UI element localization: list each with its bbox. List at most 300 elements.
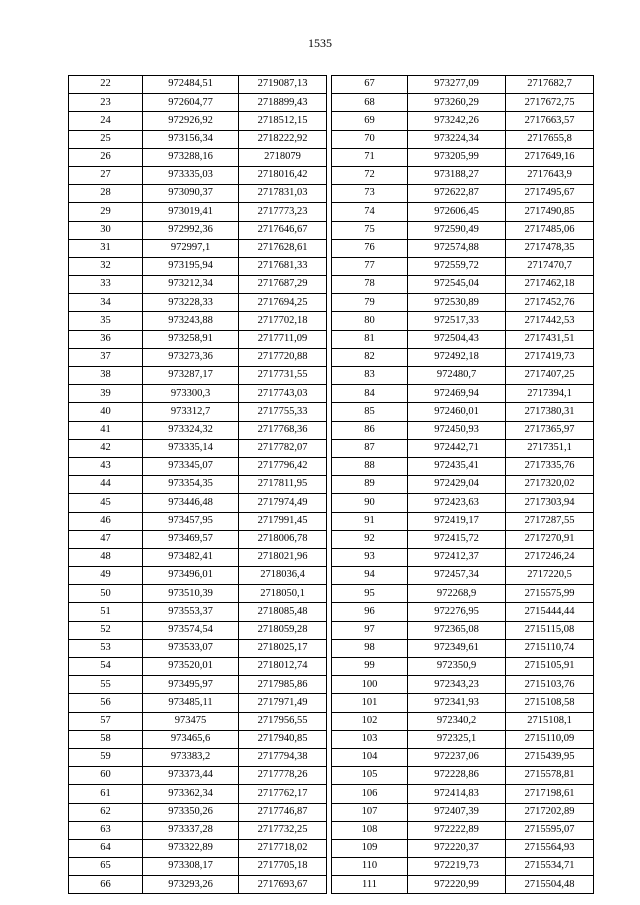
- y-coordinate-cell: 2717335,76: [506, 457, 594, 475]
- point-number-cell: 57: [69, 712, 143, 730]
- table-row: [69, 439, 327, 457]
- table-row: [332, 112, 594, 130]
- table-row: [332, 603, 594, 621]
- table-row: [332, 530, 594, 548]
- y-coordinate-cell: 2719087,13: [239, 76, 327, 94]
- table-row: [332, 476, 594, 494]
- y-coordinate-cell: 2718012,74: [239, 658, 327, 676]
- x-coordinate-cell: 972457,34: [408, 567, 506, 585]
- y-coordinate-cell: 2717773,23: [239, 203, 327, 221]
- point-number-cell: 62: [69, 803, 143, 821]
- y-coordinate-cell: 2717220,5: [506, 567, 594, 585]
- x-coordinate-cell: 973510,39: [143, 585, 239, 603]
- y-coordinate-cell: 2717643,9: [506, 166, 594, 184]
- point-number-cell: 27: [69, 166, 143, 184]
- y-coordinate-cell: 2717394,1: [506, 385, 594, 403]
- point-number-cell: 31: [69, 239, 143, 257]
- x-coordinate-cell: 973533,07: [143, 639, 239, 657]
- table-row: [332, 639, 594, 657]
- point-number-cell: 41: [69, 421, 143, 439]
- table-row: [332, 876, 594, 894]
- table-row: [69, 512, 327, 530]
- y-coordinate-cell: 2717470,7: [506, 257, 594, 275]
- y-coordinate-cell: 2717731,55: [239, 367, 327, 385]
- table-row: [69, 621, 327, 639]
- table-row: [69, 203, 327, 221]
- table-row: [69, 476, 327, 494]
- table-row: [332, 421, 594, 439]
- table-row: [69, 530, 327, 548]
- table-row: [332, 76, 594, 94]
- table-row: [69, 748, 327, 766]
- x-coordinate-cell: 972574,88: [408, 239, 506, 257]
- x-coordinate-cell: 972220,37: [408, 839, 506, 857]
- y-coordinate-cell: 2715444,44: [506, 603, 594, 621]
- y-coordinate-cell: 2717462,18: [506, 276, 594, 294]
- point-number-cell: 90: [332, 494, 408, 512]
- y-coordinate-cell: 2718512,15: [239, 112, 327, 130]
- y-coordinate-cell: 2717351,1: [506, 439, 594, 457]
- y-coordinate-cell: 2717831,03: [239, 185, 327, 203]
- point-number-cell: 82: [332, 348, 408, 366]
- table-row: [69, 76, 327, 94]
- x-coordinate-cell: 973243,88: [143, 312, 239, 330]
- point-number-cell: 35: [69, 312, 143, 330]
- y-coordinate-cell: 2715105,91: [506, 658, 594, 676]
- table-row: [69, 676, 327, 694]
- y-coordinate-cell: 2717971,49: [239, 694, 327, 712]
- y-coordinate-cell: 2717718,02: [239, 839, 327, 857]
- table-row: [69, 767, 327, 785]
- x-coordinate-cell: 973324,32: [143, 421, 239, 439]
- y-coordinate-cell: 2718050,1: [239, 585, 327, 603]
- point-number-cell: 76: [332, 239, 408, 257]
- table-row: [69, 567, 327, 585]
- y-coordinate-cell: 2717202,89: [506, 803, 594, 821]
- y-coordinate-cell: 2717628,61: [239, 239, 327, 257]
- x-coordinate-cell: 972484,51: [143, 76, 239, 94]
- point-number-cell: 111: [332, 876, 408, 894]
- x-coordinate-cell: 972504,43: [408, 330, 506, 348]
- y-coordinate-cell: 2717743,03: [239, 385, 327, 403]
- y-coordinate-cell: 2717646,67: [239, 221, 327, 239]
- point-number-cell: 65: [69, 858, 143, 876]
- x-coordinate-cell: 972435,41: [408, 457, 506, 475]
- x-coordinate-cell: 972419,17: [408, 512, 506, 530]
- table-row: [332, 367, 594, 385]
- point-number-cell: 107: [332, 803, 408, 821]
- y-coordinate-cell: 2715110,74: [506, 639, 594, 657]
- x-coordinate-cell: 973485,11: [143, 694, 239, 712]
- x-coordinate-cell: 972480,7: [408, 367, 506, 385]
- x-coordinate-cell: 973287,17: [143, 367, 239, 385]
- table-row: [69, 221, 327, 239]
- y-coordinate-cell: 2717495,67: [506, 185, 594, 203]
- y-coordinate-cell: 2717768,36: [239, 421, 327, 439]
- x-coordinate-cell: 972469,94: [408, 385, 506, 403]
- x-coordinate-cell: 973188,27: [408, 166, 506, 184]
- table-row: [332, 567, 594, 585]
- x-coordinate-cell: 972237,06: [408, 748, 506, 766]
- point-number-cell: 96: [332, 603, 408, 621]
- x-coordinate-cell: 973242,26: [408, 112, 506, 130]
- y-coordinate-cell: 2718036,4: [239, 567, 327, 585]
- y-coordinate-cell: 2717705,18: [239, 858, 327, 876]
- y-coordinate-cell: 2717720,88: [239, 348, 327, 366]
- table-row: [332, 694, 594, 712]
- table-row: [332, 730, 594, 748]
- table-row: [332, 748, 594, 766]
- point-number-cell: 70: [332, 130, 408, 148]
- x-coordinate-cell: 973574,54: [143, 621, 239, 639]
- y-coordinate-cell: 2717694,25: [239, 294, 327, 312]
- point-number-cell: 56: [69, 694, 143, 712]
- y-coordinate-cell: 2717796,42: [239, 457, 327, 475]
- x-coordinate-cell: 973205,99: [408, 148, 506, 166]
- x-coordinate-cell: 973345,07: [143, 457, 239, 475]
- y-coordinate-cell: 2715439,95: [506, 748, 594, 766]
- table-row: [332, 712, 594, 730]
- y-coordinate-cell: 2717490,85: [506, 203, 594, 221]
- point-number-cell: 73: [332, 185, 408, 203]
- x-coordinate-cell: 972530,89: [408, 294, 506, 312]
- table-row: [69, 185, 327, 203]
- x-coordinate-cell: 973373,44: [143, 767, 239, 785]
- y-coordinate-cell: 2715108,58: [506, 694, 594, 712]
- x-coordinate-cell: 972429,04: [408, 476, 506, 494]
- x-coordinate-cell: 973277,09: [408, 76, 506, 94]
- x-coordinate-cell: 972926,92: [143, 112, 239, 130]
- y-coordinate-cell: 2717693,67: [239, 876, 327, 894]
- point-number-cell: 47: [69, 530, 143, 548]
- coordinates-table-right: [331, 75, 594, 894]
- y-coordinate-cell: 2715595,07: [506, 821, 594, 839]
- table-row: [332, 148, 594, 166]
- table-row: [332, 658, 594, 676]
- y-coordinate-cell: 2717778,26: [239, 767, 327, 785]
- table-row: [69, 603, 327, 621]
- y-coordinate-cell: 2715103,76: [506, 676, 594, 694]
- point-number-cell: 71: [332, 148, 408, 166]
- table-row: [332, 821, 594, 839]
- y-coordinate-cell: 2717655,8: [506, 130, 594, 148]
- table-row: [332, 166, 594, 184]
- point-number-cell: 98: [332, 639, 408, 657]
- point-number-cell: 94: [332, 567, 408, 585]
- point-number-cell: 81: [332, 330, 408, 348]
- point-number-cell: 80: [332, 312, 408, 330]
- x-coordinate-cell: 972228,86: [408, 767, 506, 785]
- y-coordinate-cell: 2717940,85: [239, 730, 327, 748]
- y-coordinate-cell: 2717974,49: [239, 494, 327, 512]
- y-coordinate-cell: 2717485,06: [506, 221, 594, 239]
- point-number-cell: 28: [69, 185, 143, 203]
- table-row: [332, 621, 594, 639]
- point-number-cell: 99: [332, 658, 408, 676]
- point-number-cell: 108: [332, 821, 408, 839]
- point-number-cell: 49: [69, 567, 143, 585]
- table-row: [332, 221, 594, 239]
- x-coordinate-cell: 972606,45: [408, 203, 506, 221]
- table-row: [69, 585, 327, 603]
- x-coordinate-cell: 972492,18: [408, 348, 506, 366]
- table-row: [332, 548, 594, 566]
- y-coordinate-cell: 2717985,86: [239, 676, 327, 694]
- y-coordinate-cell: 2718006,78: [239, 530, 327, 548]
- point-number-cell: 89: [332, 476, 408, 494]
- x-coordinate-cell: 972415,72: [408, 530, 506, 548]
- table-row: [69, 403, 327, 421]
- x-coordinate-cell: 973465,6: [143, 730, 239, 748]
- point-number-cell: 72: [332, 166, 408, 184]
- x-coordinate-cell: 973350,26: [143, 803, 239, 821]
- x-coordinate-cell: 972268,9: [408, 585, 506, 603]
- point-number-cell: 51: [69, 603, 143, 621]
- point-number-cell: 92: [332, 530, 408, 548]
- table-row: [69, 821, 327, 839]
- table-row: [69, 548, 327, 566]
- table-row: [69, 658, 327, 676]
- x-coordinate-cell: 973273,36: [143, 348, 239, 366]
- y-coordinate-cell: 2717956,55: [239, 712, 327, 730]
- table-row: [332, 439, 594, 457]
- table-row: [69, 330, 327, 348]
- table-row: [69, 294, 327, 312]
- x-coordinate-cell: 973019,41: [143, 203, 239, 221]
- x-coordinate-cell: 972219,73: [408, 858, 506, 876]
- table-row: [332, 130, 594, 148]
- x-coordinate-cell: 972423,63: [408, 494, 506, 512]
- x-coordinate-cell: 973337,28: [143, 821, 239, 839]
- point-number-cell: 38: [69, 367, 143, 385]
- point-number-cell: 63: [69, 821, 143, 839]
- y-coordinate-cell: 2718899,43: [239, 94, 327, 112]
- x-coordinate-cell: 972350,9: [408, 658, 506, 676]
- point-number-cell: 93: [332, 548, 408, 566]
- x-coordinate-cell: 972222,89: [408, 821, 506, 839]
- y-coordinate-cell: 2718059,28: [239, 621, 327, 639]
- x-coordinate-cell: 973288,16: [143, 148, 239, 166]
- point-number-cell: 50: [69, 585, 143, 603]
- y-coordinate-cell: 2717755,33: [239, 403, 327, 421]
- y-coordinate-cell: 2717198,61: [506, 785, 594, 803]
- x-coordinate-cell: 972365,08: [408, 621, 506, 639]
- y-coordinate-cell: 2717794,38: [239, 748, 327, 766]
- y-coordinate-cell: 2717407,25: [506, 367, 594, 385]
- x-coordinate-cell: 972992,36: [143, 221, 239, 239]
- x-coordinate-cell: 973495,97: [143, 676, 239, 694]
- table-row: [332, 803, 594, 821]
- table-row: [69, 876, 327, 894]
- table-row: [332, 858, 594, 876]
- y-coordinate-cell: 2717681,33: [239, 257, 327, 275]
- y-coordinate-cell: 2717303,94: [506, 494, 594, 512]
- point-number-cell: 25: [69, 130, 143, 148]
- x-coordinate-cell: 972559,72: [408, 257, 506, 275]
- table-row: [332, 676, 594, 694]
- point-number-cell: 87: [332, 439, 408, 457]
- x-coordinate-cell: 972604,77: [143, 94, 239, 112]
- x-coordinate-cell: 972412,37: [408, 548, 506, 566]
- table-row: [332, 330, 594, 348]
- x-coordinate-cell: 972460,01: [408, 403, 506, 421]
- point-number-cell: 33: [69, 276, 143, 294]
- point-number-cell: 42: [69, 439, 143, 457]
- point-number-cell: 110: [332, 858, 408, 876]
- point-number-cell: 39: [69, 385, 143, 403]
- x-coordinate-cell: 972517,33: [408, 312, 506, 330]
- table-row: [69, 166, 327, 184]
- y-coordinate-cell: 2718079: [239, 148, 327, 166]
- table-row: [332, 457, 594, 475]
- table-row: [69, 312, 327, 330]
- point-number-cell: 68: [332, 94, 408, 112]
- x-coordinate-cell: 972343,23: [408, 676, 506, 694]
- point-number-cell: 58: [69, 730, 143, 748]
- table-row: [69, 367, 327, 385]
- point-number-cell: 84: [332, 385, 408, 403]
- y-coordinate-cell: 2718021,96: [239, 548, 327, 566]
- point-number-cell: 24: [69, 112, 143, 130]
- table-row: [69, 148, 327, 166]
- y-coordinate-cell: 2715108,1: [506, 712, 594, 730]
- y-coordinate-cell: 2717649,16: [506, 148, 594, 166]
- table-row: [69, 348, 327, 366]
- x-coordinate-cell: 973446,48: [143, 494, 239, 512]
- x-coordinate-cell: 973308,17: [143, 858, 239, 876]
- table-row: [69, 130, 327, 148]
- point-number-cell: 103: [332, 730, 408, 748]
- x-coordinate-cell: 973195,94: [143, 257, 239, 275]
- table-row: [332, 403, 594, 421]
- table-row: [332, 312, 594, 330]
- point-number-cell: 22: [69, 76, 143, 94]
- x-coordinate-cell: 972450,93: [408, 421, 506, 439]
- x-coordinate-cell: 972622,87: [408, 185, 506, 203]
- x-coordinate-cell: 973362,34: [143, 785, 239, 803]
- point-number-cell: 86: [332, 421, 408, 439]
- x-coordinate-cell: 973383,2: [143, 748, 239, 766]
- y-coordinate-cell: 2715110,09: [506, 730, 594, 748]
- table-row: [332, 585, 594, 603]
- y-coordinate-cell: 2717431,51: [506, 330, 594, 348]
- point-number-cell: 78: [332, 276, 408, 294]
- y-coordinate-cell: 2718025,17: [239, 639, 327, 657]
- point-number-cell: 69: [332, 112, 408, 130]
- table-row: [69, 839, 327, 857]
- point-number-cell: 102: [332, 712, 408, 730]
- x-coordinate-cell: 973335,03: [143, 166, 239, 184]
- table-row: [332, 239, 594, 257]
- y-coordinate-cell: 2717732,25: [239, 821, 327, 839]
- point-number-cell: 106: [332, 785, 408, 803]
- point-number-cell: 44: [69, 476, 143, 494]
- table-row: [332, 839, 594, 857]
- x-coordinate-cell: 973496,01: [143, 567, 239, 585]
- x-coordinate-cell: 973300,3: [143, 385, 239, 403]
- y-coordinate-cell: 2717365,97: [506, 421, 594, 439]
- y-coordinate-cell: 2717452,76: [506, 294, 594, 312]
- table-row: [69, 712, 327, 730]
- table-row: [332, 294, 594, 312]
- point-number-cell: 66: [69, 876, 143, 894]
- y-coordinate-cell: 2715534,71: [506, 858, 594, 876]
- point-number-cell: 77: [332, 257, 408, 275]
- x-coordinate-cell: 972341,93: [408, 694, 506, 712]
- y-coordinate-cell: 2715578,81: [506, 767, 594, 785]
- point-number-cell: 88: [332, 457, 408, 475]
- point-number-cell: 79: [332, 294, 408, 312]
- y-coordinate-cell: 2717762,17: [239, 785, 327, 803]
- y-coordinate-cell: 2715564,93: [506, 839, 594, 857]
- table-row: [69, 803, 327, 821]
- x-coordinate-cell: 973335,14: [143, 439, 239, 457]
- table-row: [332, 494, 594, 512]
- table-row: [332, 385, 594, 403]
- x-coordinate-cell: 973482,41: [143, 548, 239, 566]
- table-row: [332, 185, 594, 203]
- y-coordinate-cell: 2717687,29: [239, 276, 327, 294]
- y-coordinate-cell: 2718222,92: [239, 130, 327, 148]
- x-coordinate-cell: 973260,29: [408, 94, 506, 112]
- point-number-cell: 43: [69, 457, 143, 475]
- table-row: [332, 257, 594, 275]
- y-coordinate-cell: 2717246,24: [506, 548, 594, 566]
- point-number-cell: 64: [69, 839, 143, 857]
- point-number-cell: 48: [69, 548, 143, 566]
- table-row: [69, 494, 327, 512]
- point-number-cell: 95: [332, 585, 408, 603]
- table-row: [332, 203, 594, 221]
- x-coordinate-cell: 973090,37: [143, 185, 239, 203]
- x-coordinate-cell: 973212,34: [143, 276, 239, 294]
- table-row: [332, 348, 594, 366]
- x-coordinate-cell: 972276,95: [408, 603, 506, 621]
- x-coordinate-cell: 973520,01: [143, 658, 239, 676]
- y-coordinate-cell: 2717702,18: [239, 312, 327, 330]
- point-number-cell: 104: [332, 748, 408, 766]
- x-coordinate-cell: 972545,04: [408, 276, 506, 294]
- y-coordinate-cell: 2718016,42: [239, 166, 327, 184]
- y-coordinate-cell: 2717320,02: [506, 476, 594, 494]
- y-coordinate-cell: 2717672,75: [506, 94, 594, 112]
- table-row: [332, 512, 594, 530]
- x-coordinate-cell: 972997,1: [143, 239, 239, 257]
- x-coordinate-cell: 972407,39: [408, 803, 506, 821]
- table-row: [69, 457, 327, 475]
- point-number-cell: 59: [69, 748, 143, 766]
- y-coordinate-cell: 2717991,45: [239, 512, 327, 530]
- point-number-cell: 61: [69, 785, 143, 803]
- table-row: [69, 694, 327, 712]
- x-coordinate-cell: 973553,37: [143, 603, 239, 621]
- x-coordinate-cell: 973293,26: [143, 876, 239, 894]
- table-row: [69, 639, 327, 657]
- x-coordinate-cell: 973312,7: [143, 403, 239, 421]
- table-row: [69, 421, 327, 439]
- coordinates-table-left: [68, 75, 327, 894]
- point-number-cell: 45: [69, 494, 143, 512]
- table-row: [69, 94, 327, 112]
- point-number-cell: 74: [332, 203, 408, 221]
- point-number-cell: 23: [69, 94, 143, 112]
- point-number-cell: 53: [69, 639, 143, 657]
- point-number-cell: 67: [332, 76, 408, 94]
- x-coordinate-cell: 973457,95: [143, 512, 239, 530]
- point-number-cell: 91: [332, 512, 408, 530]
- table-row: [69, 858, 327, 876]
- table-row: [69, 257, 327, 275]
